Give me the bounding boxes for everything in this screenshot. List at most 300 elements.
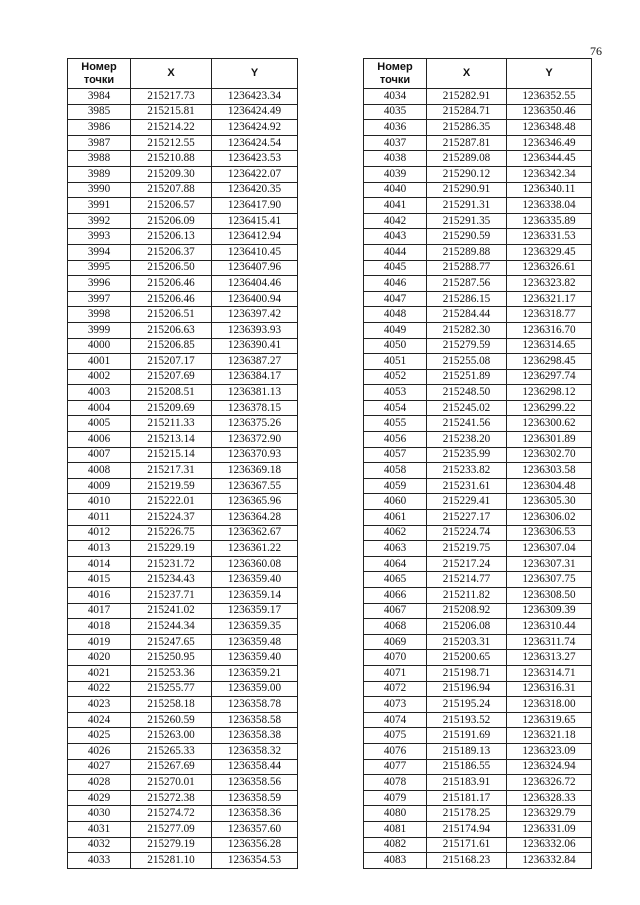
y-cell: 1236309.39 <box>507 603 592 619</box>
point-number-cell: 4013 <box>68 541 131 557</box>
y-cell: 1236344.45 <box>507 151 592 167</box>
x-cell: 215265.33 <box>131 743 212 759</box>
x-cell: 215207.17 <box>131 354 212 370</box>
point-number-cell: 4074 <box>364 712 427 728</box>
x-cell: 215260.59 <box>131 712 212 728</box>
point-number-cell: 4002 <box>68 369 131 385</box>
table-row <box>364 213 592 229</box>
table-row <box>68 728 298 744</box>
x-cell: 215233.82 <box>427 463 507 479</box>
y-cell: 1236358.59 <box>212 790 298 806</box>
y-cell: 1236357.60 <box>212 821 298 837</box>
table-row <box>68 837 298 853</box>
table-row <box>364 400 592 416</box>
x-cell: 215206.46 <box>131 276 212 292</box>
point-number-cell: 3991 <box>68 198 131 214</box>
x-cell: 215231.61 <box>427 478 507 494</box>
point-number-cell: 3986 <box>68 120 131 136</box>
y-cell: 1236423.34 <box>212 89 298 105</box>
y-cell: 1236358.36 <box>212 806 298 822</box>
coordinates-table-left <box>67 58 298 869</box>
table-row <box>68 307 298 323</box>
x-cell: 215226.75 <box>131 525 212 541</box>
point-number-cell: 4033 <box>68 853 131 869</box>
y-cell: 1236359.35 <box>212 619 298 635</box>
x-cell: 215212.55 <box>131 135 212 151</box>
x-cell: 215267.69 <box>131 759 212 775</box>
table-row <box>68 494 298 510</box>
point-number-cell: 4059 <box>364 478 427 494</box>
x-cell: 215238.20 <box>427 432 507 448</box>
y-cell: 1236358.32 <box>212 743 298 759</box>
point-number-cell: 4054 <box>364 400 427 416</box>
y-cell: 1236393.93 <box>212 322 298 338</box>
point-number-cell: 3993 <box>68 229 131 245</box>
x-cell: 215168.23 <box>427 853 507 869</box>
y-cell: 1236400.94 <box>212 291 298 307</box>
x-cell: 215251.89 <box>427 369 507 385</box>
header-point-number: Номер точки <box>364 59 427 89</box>
y-cell: 1236358.78 <box>212 697 298 713</box>
table-row <box>68 478 298 494</box>
x-cell: 215206.50 <box>131 260 212 276</box>
point-number-cell: 4019 <box>68 634 131 650</box>
x-cell: 215174.94 <box>427 821 507 837</box>
x-cell: 215224.74 <box>427 525 507 541</box>
header-point-number: Номер точки <box>68 59 131 89</box>
table-row <box>364 759 592 775</box>
table-header-row <box>68 59 298 89</box>
point-number-cell: 4012 <box>68 525 131 541</box>
x-cell: 215206.13 <box>131 229 212 245</box>
x-cell: 215250.95 <box>131 650 212 666</box>
y-cell: 1236359.00 <box>212 681 298 697</box>
point-number-cell: 3990 <box>68 182 131 198</box>
x-cell: 215219.59 <box>131 478 212 494</box>
point-number-cell: 4071 <box>364 665 427 681</box>
table-row <box>68 510 298 526</box>
y-cell: 1236314.71 <box>507 665 592 681</box>
table-row <box>68 260 298 276</box>
point-number-cell: 4005 <box>68 416 131 432</box>
table-row <box>68 354 298 370</box>
point-number-cell: 4079 <box>364 790 427 806</box>
y-cell: 1236332.06 <box>507 837 592 853</box>
point-number-cell: 4004 <box>68 400 131 416</box>
x-cell: 215248.50 <box>427 385 507 401</box>
point-number-cell: 4060 <box>364 494 427 510</box>
table-row <box>68 634 298 650</box>
table-row <box>68 416 298 432</box>
point-number-cell: 4050 <box>364 338 427 354</box>
table-row <box>364 665 592 681</box>
y-cell: 1236307.31 <box>507 556 592 572</box>
y-cell: 1236321.18 <box>507 728 592 744</box>
x-cell: 215286.15 <box>427 291 507 307</box>
point-number-cell: 4010 <box>68 494 131 510</box>
y-cell: 1236364.28 <box>212 510 298 526</box>
table-row <box>68 712 298 728</box>
point-number-cell: 4035 <box>364 104 427 120</box>
table-row <box>364 198 592 214</box>
x-cell: 215229.19 <box>131 541 212 557</box>
y-cell: 1236370.93 <box>212 447 298 463</box>
x-cell: 215178.25 <box>427 806 507 822</box>
x-cell: 215286.35 <box>427 120 507 136</box>
table-row <box>364 806 592 822</box>
x-cell: 215198.71 <box>427 665 507 681</box>
x-cell: 215209.30 <box>131 166 212 182</box>
table-row <box>364 821 592 837</box>
y-cell: 1236415.41 <box>212 213 298 229</box>
point-number-cell: 4061 <box>364 510 427 526</box>
y-cell: 1236367.55 <box>212 478 298 494</box>
table-row <box>68 104 298 120</box>
y-cell: 1236358.58 <box>212 712 298 728</box>
y-cell: 1236359.21 <box>212 665 298 681</box>
table-row <box>68 603 298 619</box>
point-number-cell: 4077 <box>364 759 427 775</box>
y-cell: 1236361.22 <box>212 541 298 557</box>
x-cell: 215208.51 <box>131 385 212 401</box>
point-number-cell: 4022 <box>68 681 131 697</box>
point-number-cell: 4009 <box>68 478 131 494</box>
table-header-row <box>364 59 592 89</box>
point-number-cell: 3987 <box>68 135 131 151</box>
point-number-cell: 4051 <box>364 354 427 370</box>
table-row <box>364 619 592 635</box>
point-number-cell: 4066 <box>364 588 427 604</box>
y-cell: 1236354.53 <box>212 853 298 869</box>
point-number-cell: 4082 <box>364 837 427 853</box>
point-number-cell: 4036 <box>364 120 427 136</box>
x-cell: 215277.09 <box>131 821 212 837</box>
x-cell: 215206.37 <box>131 244 212 260</box>
table-row <box>364 166 592 182</box>
point-number-cell: 4081 <box>364 821 427 837</box>
y-cell: 1236318.00 <box>507 697 592 713</box>
x-cell: 215245.02 <box>427 400 507 416</box>
x-cell: 215289.08 <box>427 151 507 167</box>
y-cell: 1236346.49 <box>507 135 592 151</box>
y-cell: 1236298.45 <box>507 354 592 370</box>
point-number-cell: 4044 <box>364 244 427 260</box>
table-row <box>68 775 298 791</box>
x-cell: 215290.59 <box>427 229 507 245</box>
point-number-cell: 4000 <box>68 338 131 354</box>
point-number-cell: 4068 <box>364 619 427 635</box>
point-number-cell: 4076 <box>364 743 427 759</box>
table-row <box>364 556 592 572</box>
x-cell: 215281.10 <box>131 853 212 869</box>
x-cell: 215282.91 <box>427 89 507 105</box>
table-row <box>68 697 298 713</box>
x-cell: 215200.65 <box>427 650 507 666</box>
table-row <box>68 432 298 448</box>
table-row <box>364 369 592 385</box>
y-cell: 1236335.89 <box>507 213 592 229</box>
point-number-cell: 4003 <box>68 385 131 401</box>
point-number-cell: 4080 <box>364 806 427 822</box>
point-number-cell: 3996 <box>68 276 131 292</box>
y-cell: 1236300.62 <box>507 416 592 432</box>
point-number-cell: 4008 <box>68 463 131 479</box>
point-number-cell: 4031 <box>68 821 131 837</box>
point-number-cell: 4056 <box>364 432 427 448</box>
x-cell: 215209.69 <box>131 400 212 416</box>
table-row <box>68 572 298 588</box>
x-cell: 215224.37 <box>131 510 212 526</box>
point-number-cell: 3997 <box>68 291 131 307</box>
point-number-cell: 3999 <box>68 322 131 338</box>
table-row <box>364 775 592 791</box>
y-cell: 1236384.17 <box>212 369 298 385</box>
x-cell: 215241.02 <box>131 603 212 619</box>
x-cell: 215287.81 <box>427 135 507 151</box>
point-number-cell: 4017 <box>68 603 131 619</box>
point-number-cell: 4047 <box>364 291 427 307</box>
y-cell: 1236318.77 <box>507 307 592 323</box>
table-row <box>364 135 592 151</box>
point-number-cell: 4021 <box>68 665 131 681</box>
y-cell: 1236310.44 <box>507 619 592 635</box>
table-row <box>364 89 592 105</box>
table-row <box>364 322 592 338</box>
header-x: X <box>131 59 212 89</box>
point-number-cell: 4027 <box>68 759 131 775</box>
y-cell: 1236331.09 <box>507 821 592 837</box>
table-row <box>364 853 592 869</box>
point-number-cell: 4028 <box>68 775 131 791</box>
table-row <box>364 229 592 245</box>
x-cell: 215227.17 <box>427 510 507 526</box>
table-row <box>364 354 592 370</box>
point-number-cell: 4026 <box>68 743 131 759</box>
y-cell: 1236307.04 <box>507 541 592 557</box>
point-number-cell: 4032 <box>68 837 131 853</box>
point-number-cell: 4064 <box>364 556 427 572</box>
header-y: Y <box>507 59 592 89</box>
x-cell: 215214.22 <box>131 120 212 136</box>
table-row <box>364 291 592 307</box>
y-cell: 1236424.54 <box>212 135 298 151</box>
table-row <box>68 556 298 572</box>
x-cell: 215183.91 <box>427 775 507 791</box>
table-row <box>364 276 592 292</box>
table-row <box>364 338 592 354</box>
x-cell: 215258.18 <box>131 697 212 713</box>
x-cell: 215215.81 <box>131 104 212 120</box>
table-row <box>68 759 298 775</box>
table-row <box>364 541 592 557</box>
table-row <box>68 665 298 681</box>
x-cell: 215289.88 <box>427 244 507 260</box>
point-number-cell: 4058 <box>364 463 427 479</box>
table-row <box>68 89 298 105</box>
point-number-cell: 3998 <box>68 307 131 323</box>
point-number-cell: 3992 <box>68 213 131 229</box>
point-number-cell: 4025 <box>68 728 131 744</box>
point-number-cell: 4057 <box>364 447 427 463</box>
y-cell: 1236329.45 <box>507 244 592 260</box>
table-row <box>68 853 298 869</box>
y-cell: 1236340.11 <box>507 182 592 198</box>
x-cell: 215288.77 <box>427 260 507 276</box>
point-number-cell: 4069 <box>364 634 427 650</box>
point-number-cell: 4070 <box>364 650 427 666</box>
y-cell: 1236352.55 <box>507 89 592 105</box>
x-cell: 215235.99 <box>427 447 507 463</box>
y-cell: 1236424.49 <box>212 104 298 120</box>
point-number-cell: 4049 <box>364 322 427 338</box>
x-cell: 215213.14 <box>131 432 212 448</box>
table-row <box>364 790 592 806</box>
table-row <box>364 572 592 588</box>
table-row <box>68 322 298 338</box>
x-cell: 215282.30 <box>427 322 507 338</box>
table-row <box>364 463 592 479</box>
table-row <box>364 681 592 697</box>
table-row <box>364 837 592 853</box>
x-cell: 215290.12 <box>427 166 507 182</box>
table-row <box>364 244 592 260</box>
table-row <box>364 588 592 604</box>
x-cell: 215241.56 <box>427 416 507 432</box>
table-row <box>68 806 298 822</box>
table-row <box>68 198 298 214</box>
x-cell: 215211.82 <box>427 588 507 604</box>
y-cell: 1236321.17 <box>507 291 592 307</box>
x-cell: 215206.51 <box>131 307 212 323</box>
table-row <box>68 151 298 167</box>
y-cell: 1236356.28 <box>212 837 298 853</box>
y-cell: 1236423.53 <box>212 151 298 167</box>
x-cell: 215215.14 <box>131 447 212 463</box>
x-cell: 215222.01 <box>131 494 212 510</box>
table-row <box>364 603 592 619</box>
x-cell: 215210.88 <box>131 151 212 167</box>
x-cell: 215193.52 <box>427 712 507 728</box>
y-cell: 1236407.96 <box>212 260 298 276</box>
point-number-cell: 4015 <box>68 572 131 588</box>
table-row <box>68 166 298 182</box>
point-number-cell: 3995 <box>68 260 131 276</box>
y-cell: 1236420.35 <box>212 182 298 198</box>
table-row <box>364 743 592 759</box>
x-cell: 215284.44 <box>427 307 507 323</box>
point-number-cell: 4030 <box>68 806 131 822</box>
y-cell: 1236417.90 <box>212 198 298 214</box>
table-row <box>68 447 298 463</box>
y-cell: 1236404.46 <box>212 276 298 292</box>
table-row <box>364 385 592 401</box>
y-cell: 1236307.75 <box>507 572 592 588</box>
y-cell: 1236308.50 <box>507 588 592 604</box>
header-x: X <box>427 59 507 89</box>
table-row <box>68 541 298 557</box>
y-cell: 1236360.08 <box>212 556 298 572</box>
table-row <box>364 432 592 448</box>
point-number-cell: 4039 <box>364 166 427 182</box>
y-cell: 1236359.40 <box>212 572 298 588</box>
y-cell: 1236303.58 <box>507 463 592 479</box>
point-number-cell: 4065 <box>364 572 427 588</box>
table-row <box>364 494 592 510</box>
y-cell: 1236350.46 <box>507 104 592 120</box>
point-number-cell: 4042 <box>364 213 427 229</box>
header-y: Y <box>212 59 298 89</box>
y-cell: 1236358.38 <box>212 728 298 744</box>
x-cell: 215287.56 <box>427 276 507 292</box>
point-number-cell: 4073 <box>364 697 427 713</box>
point-number-cell: 4016 <box>68 588 131 604</box>
point-number-cell: 4034 <box>364 89 427 105</box>
point-number-cell: 4048 <box>364 307 427 323</box>
point-number-cell: 4046 <box>364 276 427 292</box>
point-number-cell: 4045 <box>364 260 427 276</box>
y-cell: 1236348.48 <box>507 120 592 136</box>
table-row <box>68 276 298 292</box>
table-row <box>364 697 592 713</box>
table-row <box>68 821 298 837</box>
table-row <box>68 463 298 479</box>
x-cell: 215206.57 <box>131 198 212 214</box>
table-row <box>364 120 592 136</box>
x-cell: 215284.71 <box>427 104 507 120</box>
table-row <box>364 478 592 494</box>
point-number-cell: 4055 <box>364 416 427 432</box>
point-number-cell: 3985 <box>68 104 131 120</box>
x-cell: 215189.13 <box>427 743 507 759</box>
point-number-cell: 4038 <box>364 151 427 167</box>
y-cell: 1236299.22 <box>507 400 592 416</box>
table-row <box>364 525 592 541</box>
table-row <box>68 244 298 260</box>
point-number-cell: 4043 <box>364 229 427 245</box>
x-cell: 215206.63 <box>131 322 212 338</box>
x-cell: 215279.19 <box>131 837 212 853</box>
table-row <box>364 151 592 167</box>
x-cell: 215217.24 <box>427 556 507 572</box>
x-cell: 215211.33 <box>131 416 212 432</box>
y-cell: 1236311.74 <box>507 634 592 650</box>
x-cell: 215195.24 <box>427 697 507 713</box>
y-cell: 1236329.79 <box>507 806 592 822</box>
table-row <box>68 790 298 806</box>
x-cell: 215255.77 <box>131 681 212 697</box>
x-cell: 215203.31 <box>427 634 507 650</box>
x-cell: 215255.08 <box>427 354 507 370</box>
table-row <box>68 369 298 385</box>
point-number-cell: 4075 <box>364 728 427 744</box>
point-number-cell: 4029 <box>68 790 131 806</box>
y-cell: 1236412.94 <box>212 229 298 245</box>
point-number-cell: 4053 <box>364 385 427 401</box>
x-cell: 215206.08 <box>427 619 507 635</box>
y-cell: 1236297.74 <box>507 369 592 385</box>
y-cell: 1236313.27 <box>507 650 592 666</box>
table-row <box>68 681 298 697</box>
page-number: 76 <box>590 44 602 58</box>
table-row <box>68 229 298 245</box>
y-cell: 1236304.48 <box>507 478 592 494</box>
table-row <box>68 385 298 401</box>
x-cell: 215206.46 <box>131 291 212 307</box>
point-number-cell: 4037 <box>364 135 427 151</box>
y-cell: 1236338.04 <box>507 198 592 214</box>
y-cell: 1236381.13 <box>212 385 298 401</box>
y-cell: 1236326.61 <box>507 260 592 276</box>
